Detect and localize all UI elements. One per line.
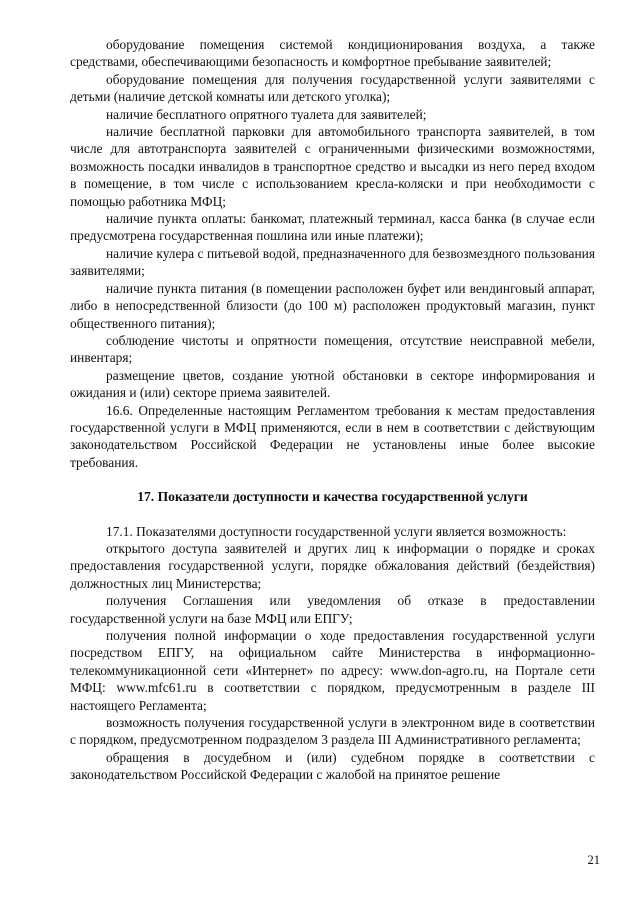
page-number: 21 [587,853,600,867]
paragraph: оборудование помещения для получения государственной услуги заявителями с детьми (наличие детской комнаты или детского уголка); [70,71,595,105]
paragraph: наличие пункта питания (в помещении расположен буфет или вендинговый аппарат, либо в непосредственной близости (до 100 м) расположен продуктовый магазин, пункт общественного питания); [70,280,595,331]
paragraph: 17.1. Показателями доступности государственной услуги является возможность: [106,523,567,539]
paragraph: получения полной информации о ходе предоставления государственной услуги посредством ЕПГУ, на официальном сайте Министерства в информационно-телекоммуникационной сети «Интернет» по адресу: www.don-agro.ru, на Портале сети МФЦ: www.mfc61.ru в соответствии с порядком, предусмотренным в разделе III настоящего Регламента; [70,628,595,713]
paragraph: наличие пункта оплаты: банкомат, платежный терминал, касса банка (в случае если предусмотрена государственная пошлина или иные платежи); [70,211,595,244]
paragraph: получения Соглашения или уведомления об отказе в предоставлении государственной услуги на базе МФЦ или ЕПГУ; [70,593,595,626]
paragraph: открытого доступа заявителей и других лиц к информации о порядке и сроках предоставления государственной услуги, порядке обжалования действий (бездействия) должностных лиц Министерства; [70,540,595,591]
section-heading: 17. Показатели доступности и качества государственной услуги [137,489,528,505]
paragraph: размещение цветов, создание уютной обстановки в секторе информирования и ожидания и (или) секторе приема заявителей. [70,367,595,401]
document-body [70,36,595,784]
paragraph: наличие бесплатной парковки для автомобильного транспорта заявителей, в том числе для автотранспорта заявителей с ограниченными физическими возможностями, возможность посадки инвалидов в транспортное средство и высадки из него перед входом в помещение, в том числе с использованием кресла-коляски и при необходимости с помощью работника МФЦ; [70,124,595,209]
paragraph: соблюдение чистоты и опрятности помещения, отсутствие неисправной мебели, инвентаря; [70,332,595,366]
paragraph: оборудование помещения системой кондиционирования воздуха, а также средствами, обеспечивающими безопасность и комфортное пребывание заявителей; [70,37,595,70]
paragraph: возможность получения государственной услуги в электронном виде в соответствии с порядком, предусмотренном подразделом 3 раздела III Административного регламента; [70,715,595,748]
paragraph: наличие бесплатного опрятного туалета для заявителей; [106,106,427,122]
paragraph: обращения в досудебном и (или) судебном порядке в соответствии с законодательством Российской Федерации с жалобой на принятое решение [70,749,595,783]
paragraph: 16.6. Определенные настоящим Регламентом требования к местам предоставления государственной услуги в МФЦ применяются, если в нем в соответствии с действующим законодательством Российской Федерации не установлены иные более высокие требования. [70,402,595,470]
paragraph: наличие кулера с питьевой водой, предназначенного для безвозмездного пользования заявителями; [70,245,595,279]
